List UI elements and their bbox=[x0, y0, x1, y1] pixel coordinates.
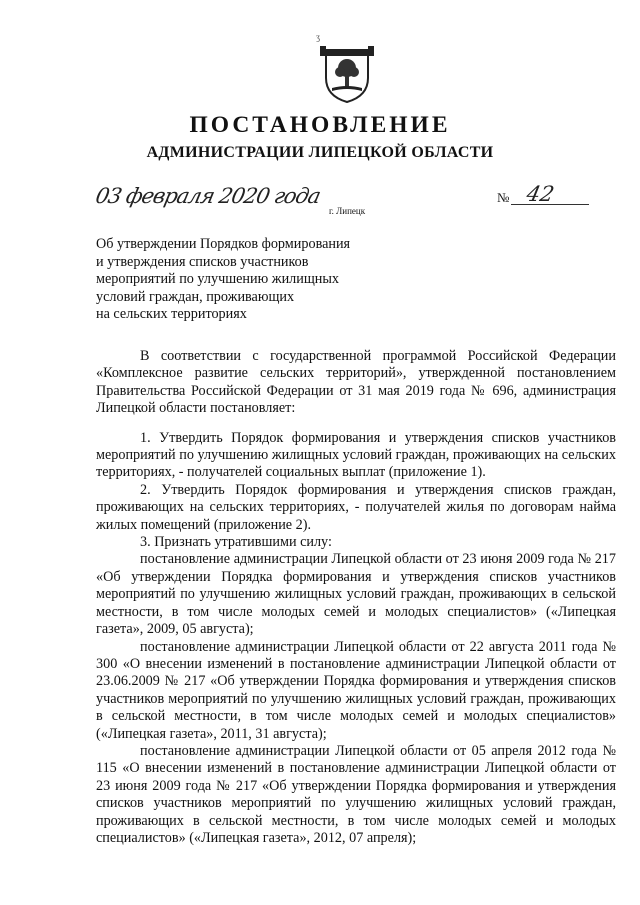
document-subject bbox=[96, 236, 396, 324]
repealed-act-3: постановление администрации Липецкой области от 05 апреля 2012 года № 115 «О внесении изменений в постановление администрации Липецкой области от 23 июня 2009 года № 217 «Об утверждении Порядка формирования и утверждения списков участников мероприятий по улучшению жилищных условий граждан, проживающих в сельской местности, в том числе молодых семей и молодых специалистов» («Липецкая газета», 2012, 07 апреля); bbox=[96, 742, 616, 846]
document-title: ПОСТАНОВЛЕНИЕ bbox=[189, 112, 451, 138]
document-issuer: АДМИНИСТРАЦИИ ЛИПЕЦКОЙ ОБЛАСТИ bbox=[146, 144, 494, 161]
handwritten-date: 03 февраля 2020 года bbox=[93, 184, 323, 208]
coat-of-arms-emblem bbox=[318, 44, 376, 106]
repealed-act-1: постановление администрации Липецкой области от 23 июня 2009 года № 217 «Об утверждении Порядка формирования и утверждения списков участников мероприятий по улучшению жилищных условий граждан, проживающих в сельской местности, в том числе молодых семей и молодых специалистов» («Липецкая газета», 2009, 05 августа); bbox=[96, 551, 616, 638]
repealed-act-2: постановление администрации Липецкой области от 22 августа 2011 года № 300 «О внесении изменений в постановление администрации Липецкой области от 23.06.2009 № 217 «Об утверждении Порядка формирования и утверждения списков участников мероприятий по улучшению жилищных условий граждан, проживающих в сельской местности, в том числе молодых семей и молодых специалистов» («Липецкая газета», 2011, 31 августа); bbox=[96, 638, 616, 742]
item-3-paragraph: 3. Признать утратившими силу: bbox=[140, 534, 332, 551]
city-label: г. Липецк bbox=[329, 206, 366, 216]
item-1-paragraph: 1. Утвердить Порядок формирования и утверждения списков участников мероприятий по улучшению жилищных условий граждан, проживающих на сельских территориях, - получателей социальных выплат (приложение 1). bbox=[96, 429, 616, 481]
scan-mark: ʒ bbox=[316, 32, 320, 42]
subject-line: и утверждения списков участников bbox=[96, 253, 309, 270]
document-body bbox=[96, 348, 616, 847]
document-number: 42 bbox=[524, 182, 557, 206]
number-label: № bbox=[497, 190, 510, 205]
subject-line: Об утверждении Порядков формирования bbox=[96, 236, 351, 252]
preamble-paragraph: В соответствии с государственной программой Российской Федерации «Комплексное развитие сельских территорий», утвержденной постановлением Правительства Российской Федерации от 31 мая 2019 года № 696, администрация Липецкой области постановляет: bbox=[96, 348, 616, 417]
item-2-paragraph: 2. Утвердить Порядок формирования и утверждения списков граждан, проживающих на сельских территориях, - получателей жилья по договорам найма жилых помещений (приложение 2). bbox=[96, 481, 616, 533]
subject-line: мероприятий по улучшению жилищных bbox=[96, 271, 339, 288]
subject-line: условий граждан, проживающих bbox=[96, 288, 295, 305]
subject-line: на сельских территориях bbox=[96, 306, 247, 323]
